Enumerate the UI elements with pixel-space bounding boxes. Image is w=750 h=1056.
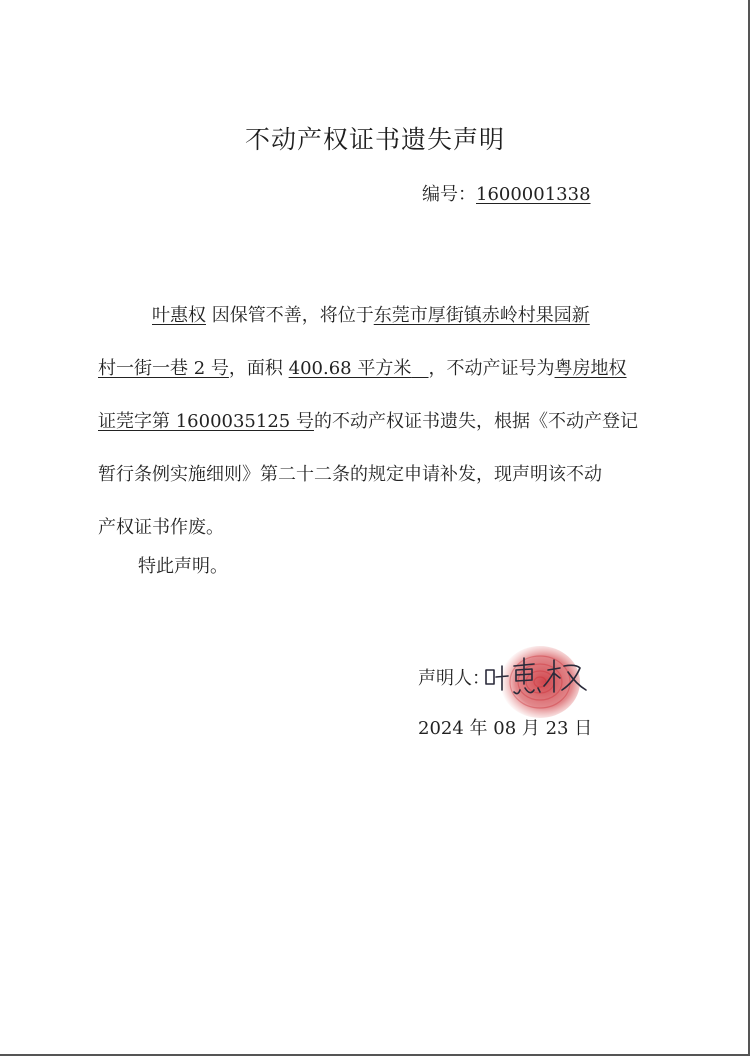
document-number-value: 1600001338: [476, 184, 591, 205]
signature-area: [478, 640, 598, 720]
declaration-body: [98, 289, 670, 554]
declarant-label: 声明人：: [418, 668, 490, 689]
closing-statement: 特此声明。: [138, 556, 228, 577]
signature-graphic: [478, 640, 598, 720]
body-text-4: 的不动产权证书遗失，根据《不动产登记: [313, 411, 638, 432]
body-line-2: [98, 342, 670, 395]
certificate-number-1: 粤房地权: [554, 358, 627, 379]
property-address-1: 东莞市厚街镇赤岭村果园新: [373, 305, 590, 326]
property-area: 400.68 平方米: [288, 358, 412, 379]
owner-name: 叶惠权: [152, 305, 206, 326]
declaration-date: 2024 年 08 月 23 日: [418, 718, 593, 739]
certificate-number-2: 证莞字第 1600035125 号: [98, 411, 314, 432]
body-text-6: 产权证书作废。: [98, 517, 224, 538]
document-number-label: 编号：: [422, 184, 476, 205]
body-line-5: [98, 501, 670, 554]
body-text-3: ，不动产证号为: [428, 358, 555, 379]
body-line-1: [98, 289, 670, 342]
body-line-3: [98, 395, 670, 448]
document-number: [422, 180, 591, 206]
body-line-4: [98, 448, 670, 501]
body-text-2: ，面积: [228, 358, 283, 379]
property-address-2: 村一街一巷 2 号: [98, 358, 229, 379]
body-text-5: 暂行条例实施细则》第二十二条的规定申请补发，现声明该不动: [98, 464, 602, 485]
fingerprint-stamp: [500, 646, 580, 718]
document-title: 不动产权证书遗失声明: [244, 125, 505, 154]
body-text-1: 因保管不善，将位于: [211, 305, 374, 326]
